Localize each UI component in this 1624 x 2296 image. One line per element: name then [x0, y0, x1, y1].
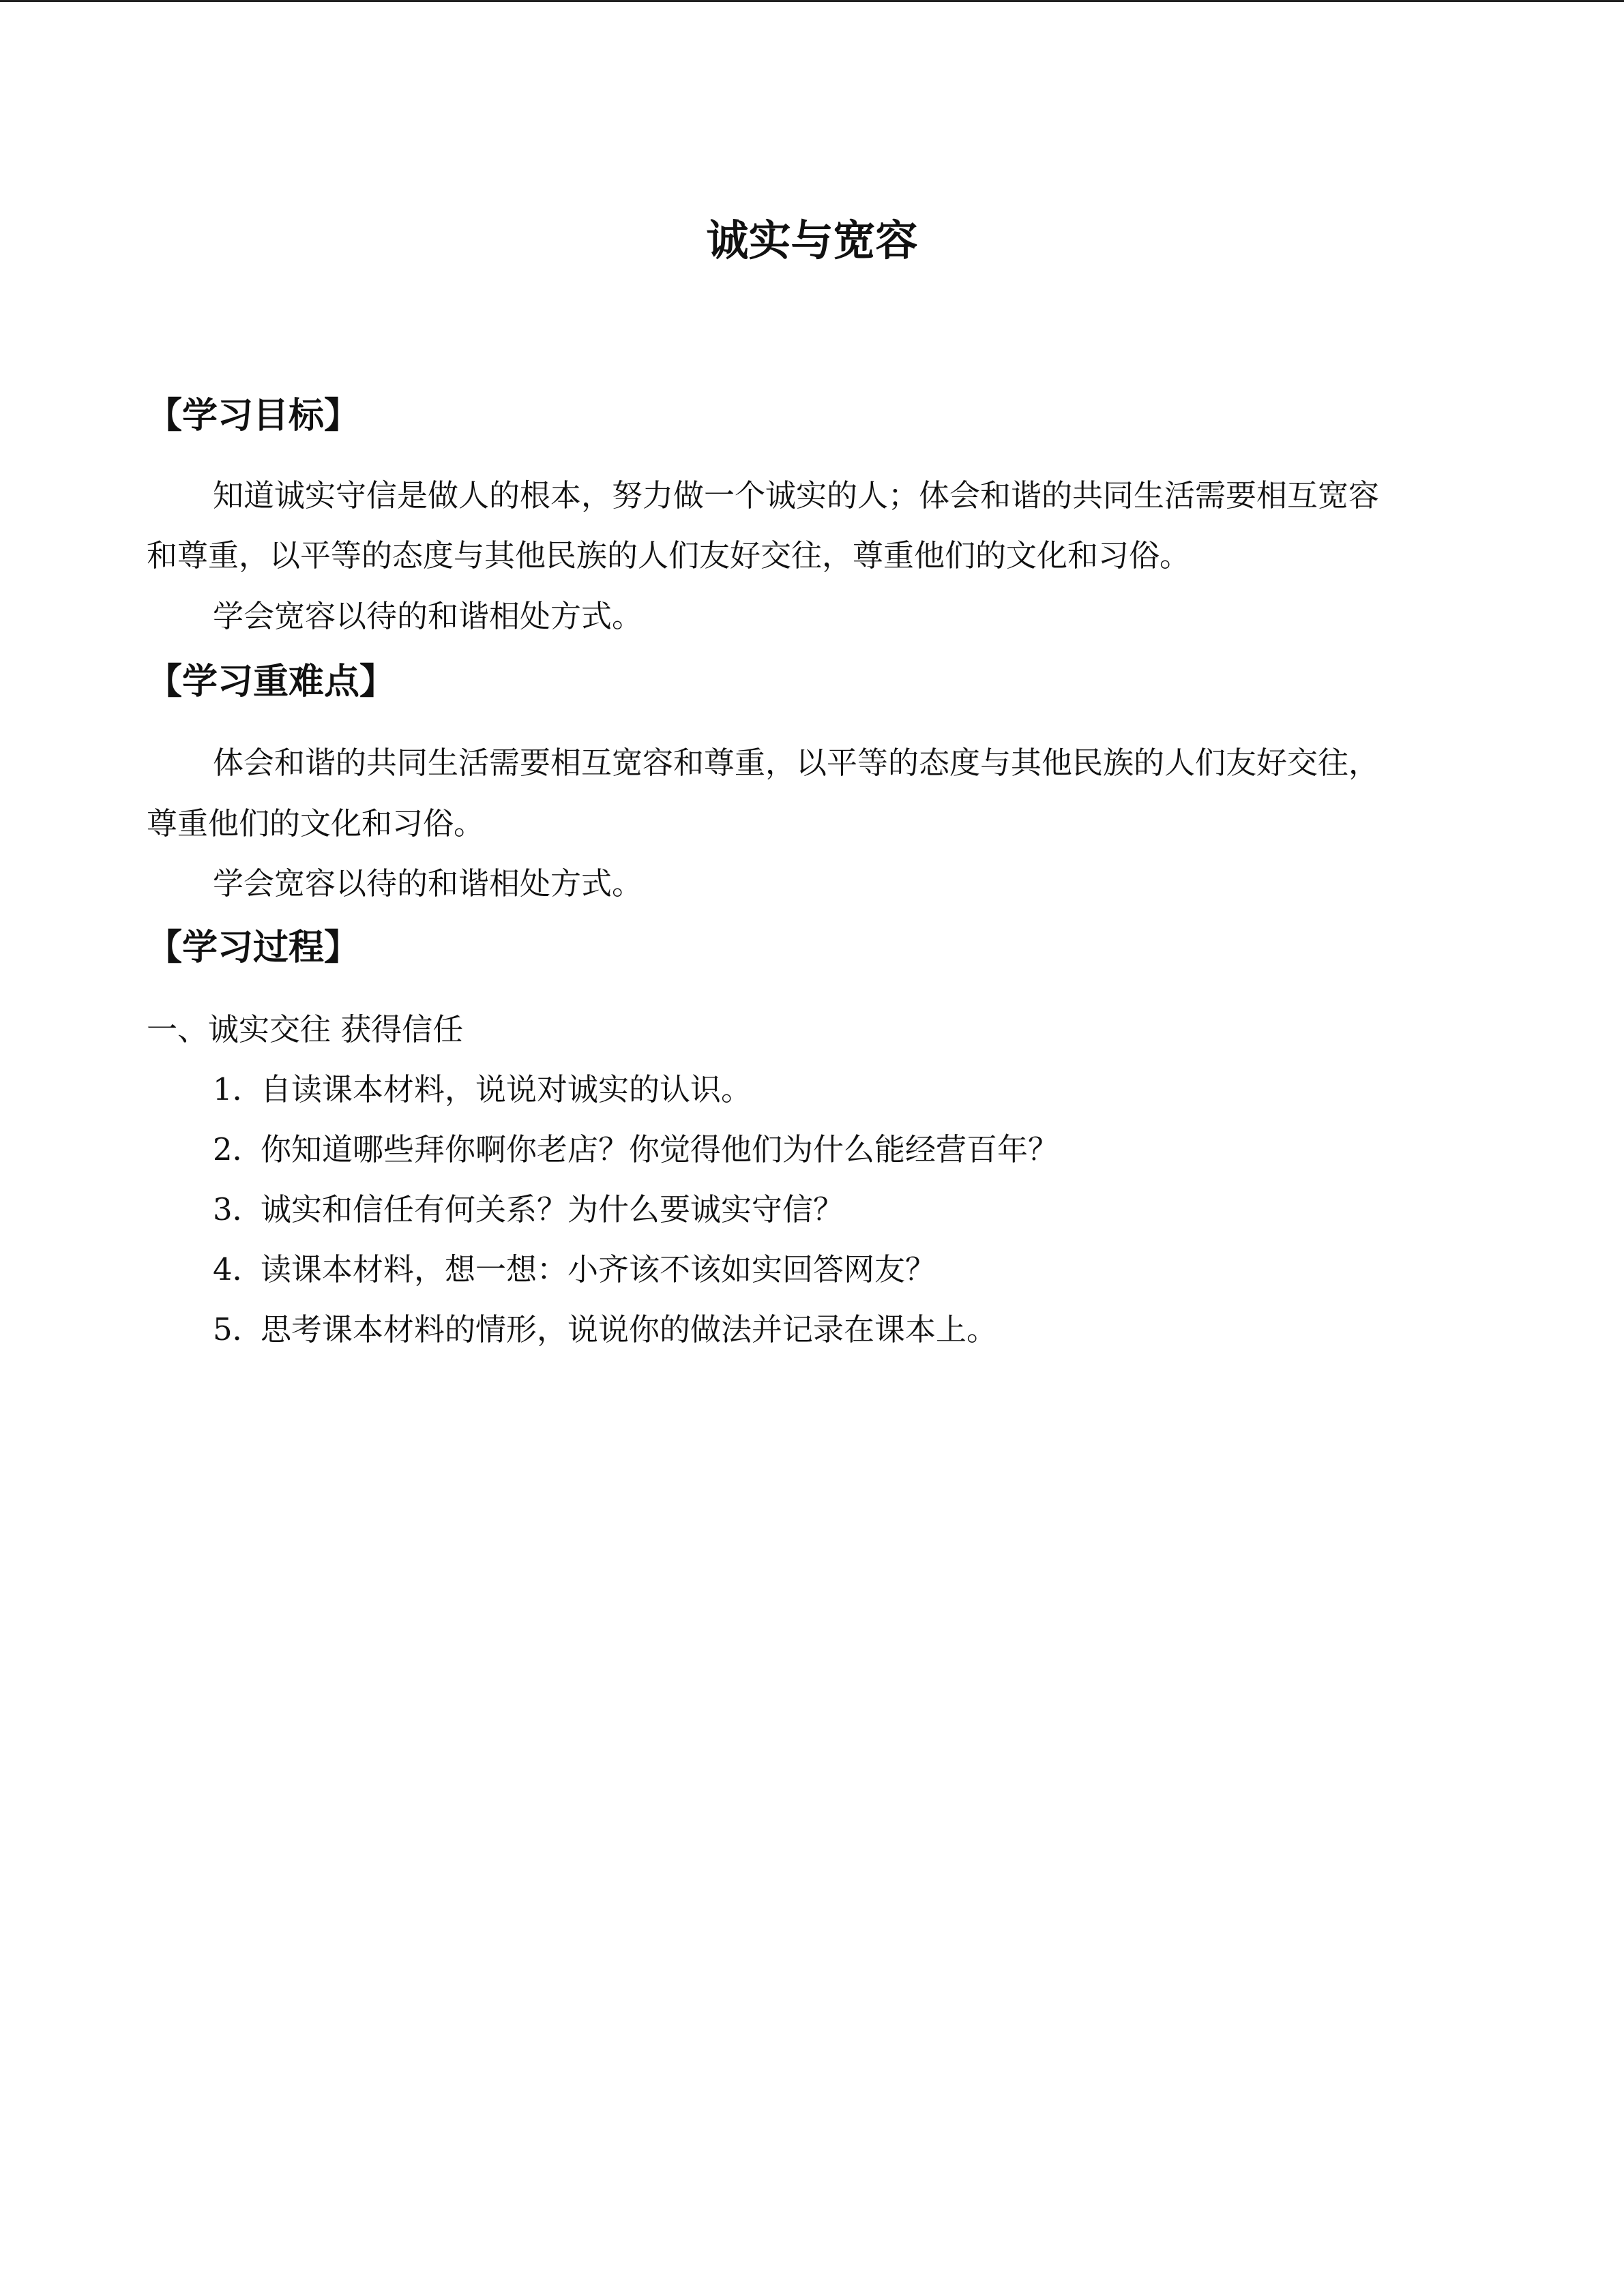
list-item	[213, 1189, 844, 1230]
objectives-paragraph-line: 和尊重，以平等的态度与其他民族的人们友好交往，尊重他们的文化和习俗。	[147, 537, 1191, 573]
key-points-paragraph-line: 尊重他们的文化和习俗。	[147, 805, 485, 841]
key-points-heading: 【学习重难点】	[147, 661, 396, 702]
list-item-text: 思考课本材料的情形，说说你的做法并记录在课本上。	[261, 1311, 998, 1347]
list-item-text: 你知道哪些拜你啊你老店？你觉得他们为什么能经营百年？	[261, 1131, 1059, 1167]
objectives-paragraph: 学会宽容以待的和谐相处方式。	[213, 598, 643, 634]
list-item-number: 4．	[213, 1251, 263, 1287]
objectives-paragraph-line: 知道诚实守信是做人的根本，努力做一个诚实的人；体会和谐的共同生活需要相互宽容	[213, 477, 1380, 513]
process-subheading: 一、诚实交往 获得信任	[147, 1011, 464, 1047]
list-item-text: 诚实和信任有何关系？为什么要诚实守信？	[261, 1191, 844, 1227]
list-item-number: 5．	[213, 1311, 263, 1347]
list-item-number: 3．	[213, 1191, 263, 1227]
process-heading: 【学习过程】	[147, 927, 360, 968]
page-title: 诚实与宽容	[706, 215, 918, 265]
key-points-paragraph-line: 体会和谐的共同生活需要相互宽容和尊重，以平等的态度与其他民族的人们友好交往，	[213, 745, 1380, 781]
list-item-number: 1．	[213, 1071, 263, 1107]
list-item	[213, 1129, 1059, 1170]
list-item	[213, 1249, 936, 1290]
list-item-number: 2．	[213, 1131, 263, 1167]
objectives-heading: 【学习目标】	[147, 396, 360, 436]
list-item-text: 读课本材料，想一想：小齐该不该如实回答网友？	[261, 1251, 936, 1287]
list-item-text: 自读课本材料，说说对诚实的认识。	[261, 1071, 752, 1107]
list-item	[213, 1069, 752, 1110]
list-item	[213, 1309, 997, 1350]
key-points-paragraph: 学会宽容以待的和谐相处方式。	[213, 865, 643, 901]
